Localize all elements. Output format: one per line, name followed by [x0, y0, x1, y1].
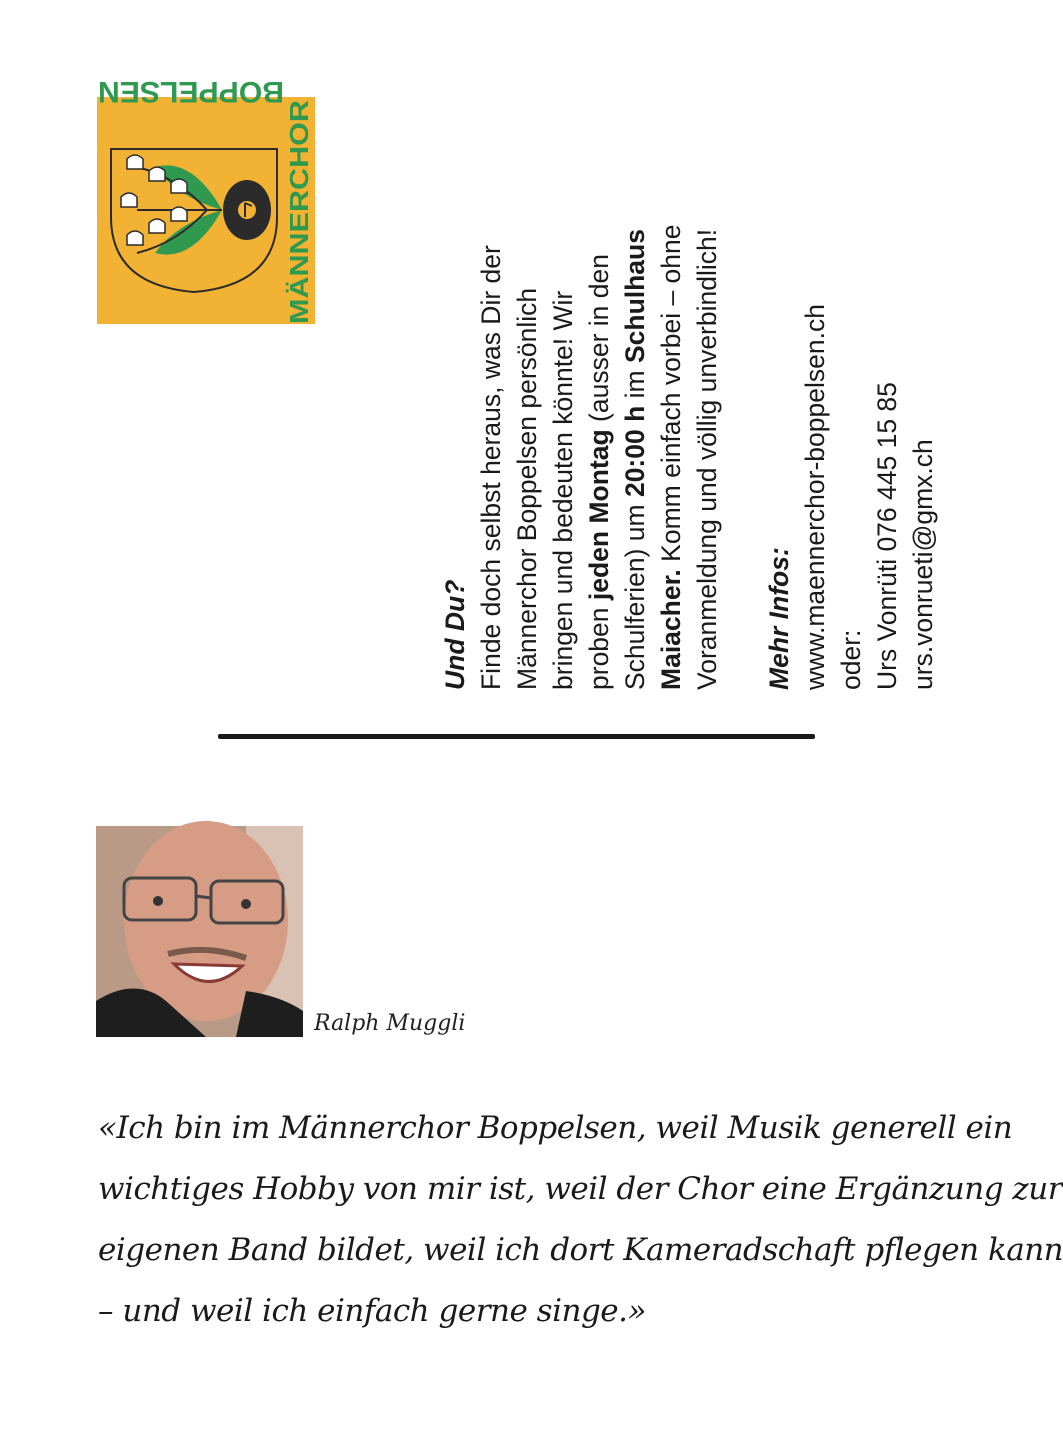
quote: [98, 1098, 1063, 1342]
person-photo: [96, 826, 303, 1037]
info-line-7: Voranmeldung und völlig unverbindlich!: [692, 228, 722, 690]
logo-side-text: MÄNNERCHOR: [284, 133, 315, 324]
website-link[interactable]: www.maennerchor-boppelsen.ch: [800, 304, 830, 690]
info-line-3: bringen und bedeuten könnte! Wir: [548, 290, 578, 690]
more-info-heading: Mehr Infos:: [764, 547, 794, 690]
maennerchor-logo: [97, 75, 315, 324]
person-name: Ralph Muggli: [314, 1011, 466, 1036]
info-line-1: Finde doch selbst heraus, was Dir der: [476, 245, 506, 690]
info-block: [437, 130, 938, 690]
info-line-4: proben jeden Montag (ausser in den: [584, 254, 614, 690]
contact-phone: Urs Vonrüti 076 445 15 85: [872, 382, 902, 690]
quote-line-3: eigenen Band bildet, weil ich dort Kameradschaft pflegen kann: [98, 1232, 1063, 1268]
logo-top-text: BOPPELSEN: [98, 75, 284, 109]
info-line-5: Schulferien) um 20:00 h im Schulhaus: [620, 229, 650, 690]
quote-line-4: – und weil ich einfach gerne singe.»: [98, 1293, 646, 1329]
info-line-6: Maiacher. Komm einfach vorbei – ohne: [656, 224, 686, 690]
contact-email[interactable]: urs.vonrueti@gmx.ch: [908, 439, 938, 690]
quote-line-2: wichtiges Hobby von mir ist, weil der Chor eine Ergänzung zur: [98, 1171, 1063, 1207]
info-heading: Und Du?: [440, 579, 470, 690]
info-line-2: Männerchor Boppelsen persönlich: [512, 287, 542, 690]
quote-line-1: «Ich bin im Männerchor Boppelsen, weil Musik generell ein: [98, 1110, 1013, 1146]
divider: [218, 734, 815, 739]
or-text: oder:: [836, 629, 866, 690]
